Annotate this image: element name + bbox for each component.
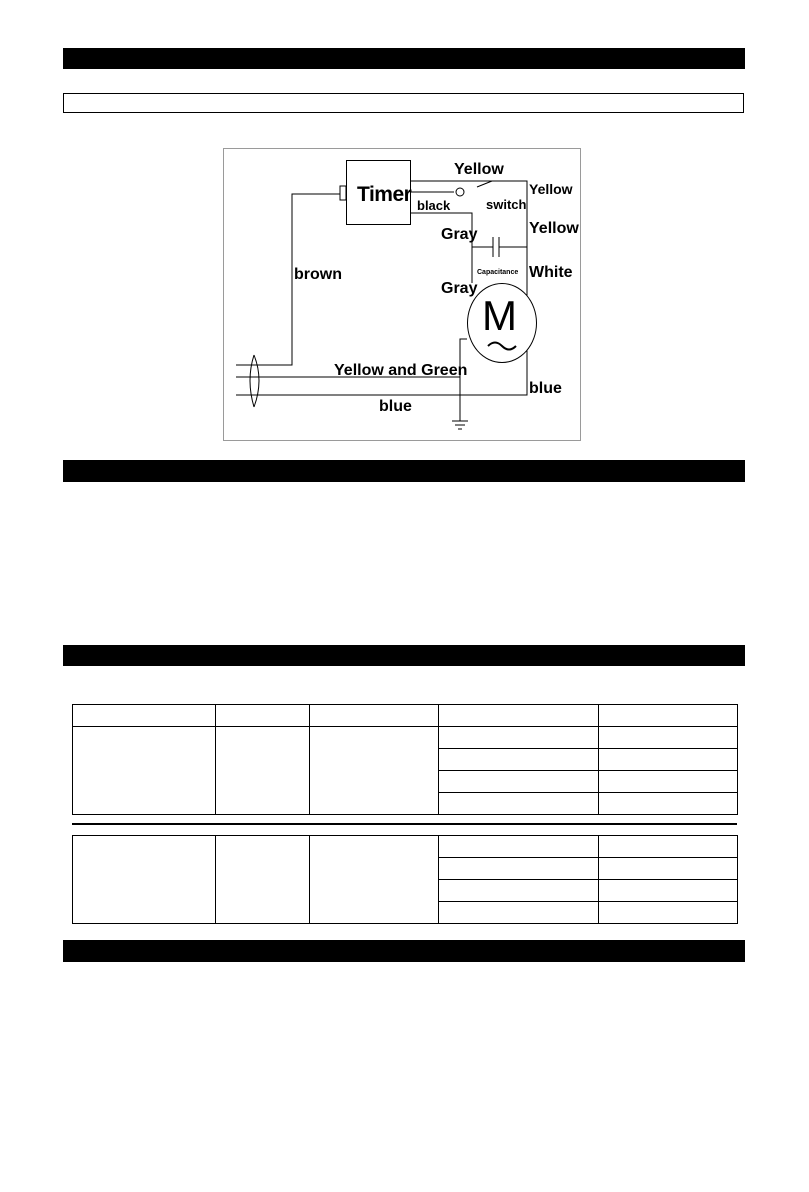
plug-icon [254,355,259,407]
wire-label-brown: brown [294,266,342,283]
spec-table-2 [72,835,738,924]
wire-label-gray-1: Gray [441,226,478,243]
wire-label-yellow-right-2: Yellow [529,220,579,237]
motor-icon [467,283,537,363]
switch-blade [477,181,492,187]
wire-label-yellow-and-green: Yellow and Green [334,362,468,379]
spec-table-1 [72,704,738,815]
table-separator [72,823,737,825]
section-header-band-4 [63,940,745,962]
switch-lead-right [492,181,527,193]
wire-label-white: White [529,264,573,281]
motor-symbol: M [482,292,517,339]
switch-icon [456,188,464,196]
wire-label-yellow-top: Yellow [454,161,504,178]
wire-label-switch: switch [486,197,527,212]
capacitance-label: Capacitance [477,269,519,276]
wiring-diagram [223,148,581,441]
black-gray-wire [411,213,472,283]
ground-icon [452,421,468,429]
table-row [73,836,738,858]
timer-label: Timer [357,183,412,206]
wire-label-yellow-right-1: Yellow [529,181,573,197]
section-header-band-2 [63,460,745,482]
wire-label-black: black [417,198,451,213]
section-header-band-3 [63,645,745,666]
wire-label-blue-bottom: blue [379,398,412,415]
wire-label-gray-2: Gray [441,280,478,297]
section-header-band-1 [63,48,745,69]
subheader-outline-box [63,93,744,113]
wire-label-blue-right: blue [529,380,562,397]
table-row [73,727,738,749]
motor-wave-icon [468,284,538,364]
table-header-row [73,705,738,727]
timer-box [346,160,411,225]
